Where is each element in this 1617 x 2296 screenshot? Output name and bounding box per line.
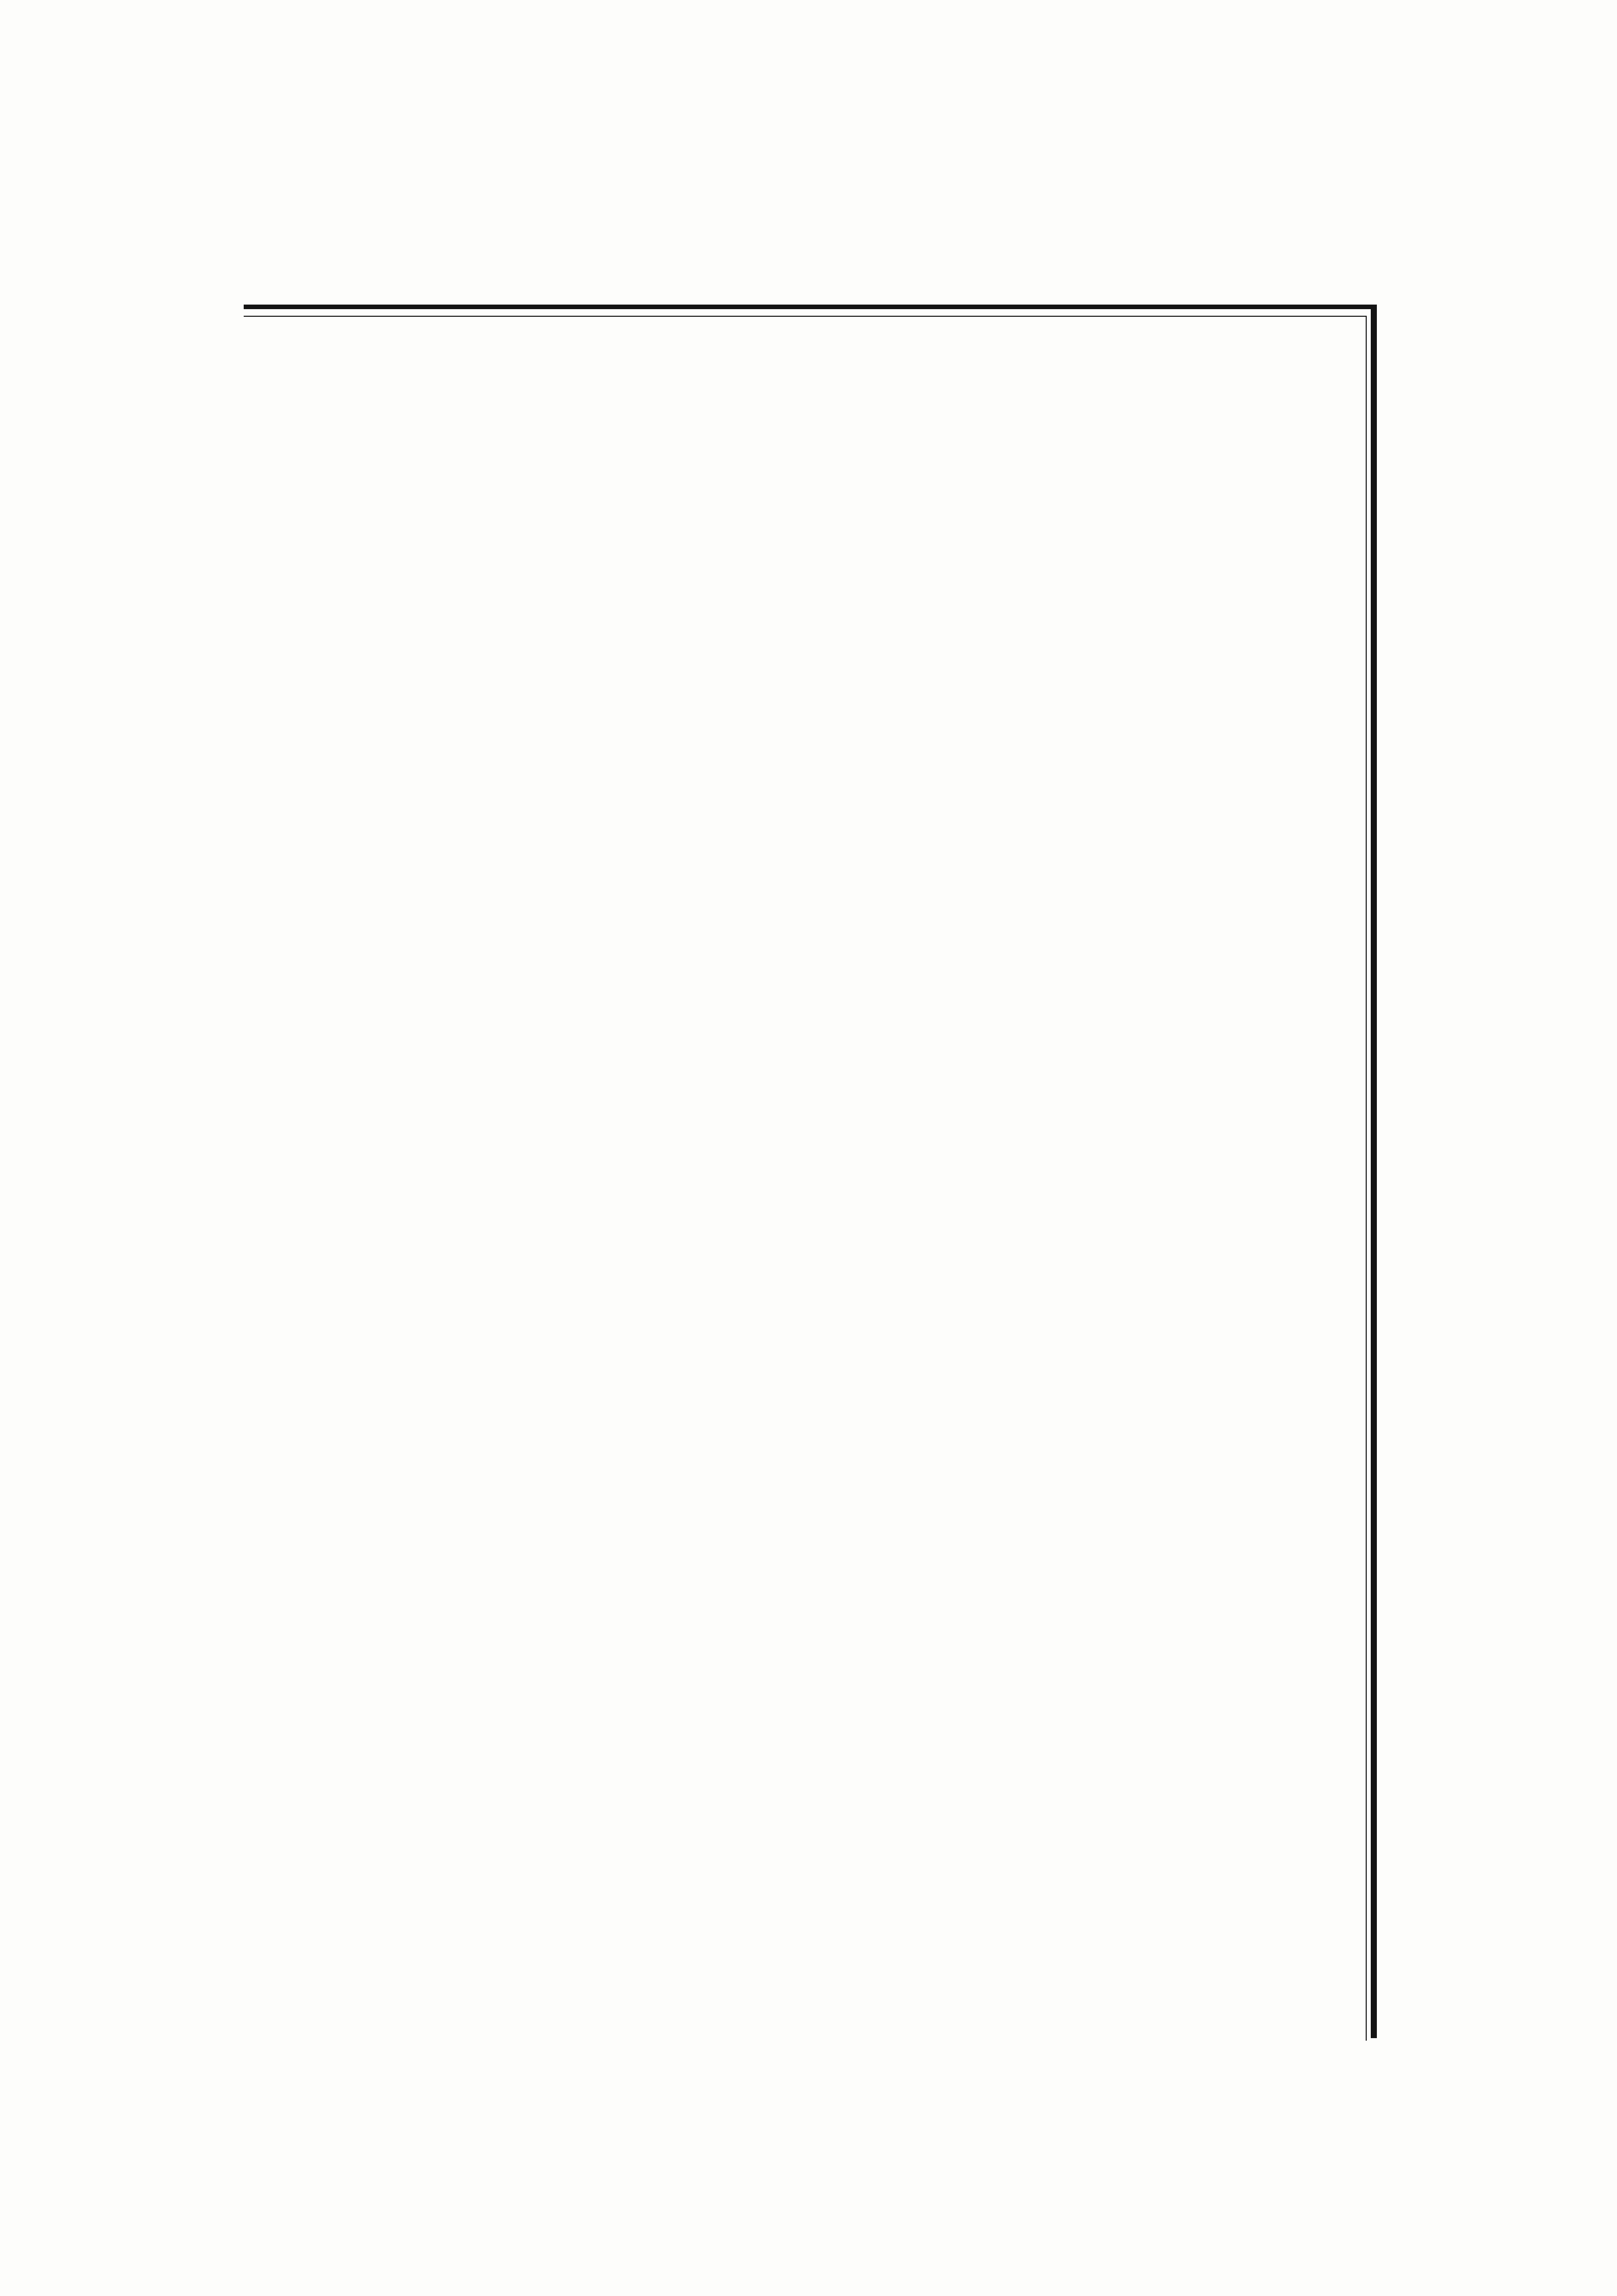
page-frame-inner-rule [244, 316, 1367, 2041]
